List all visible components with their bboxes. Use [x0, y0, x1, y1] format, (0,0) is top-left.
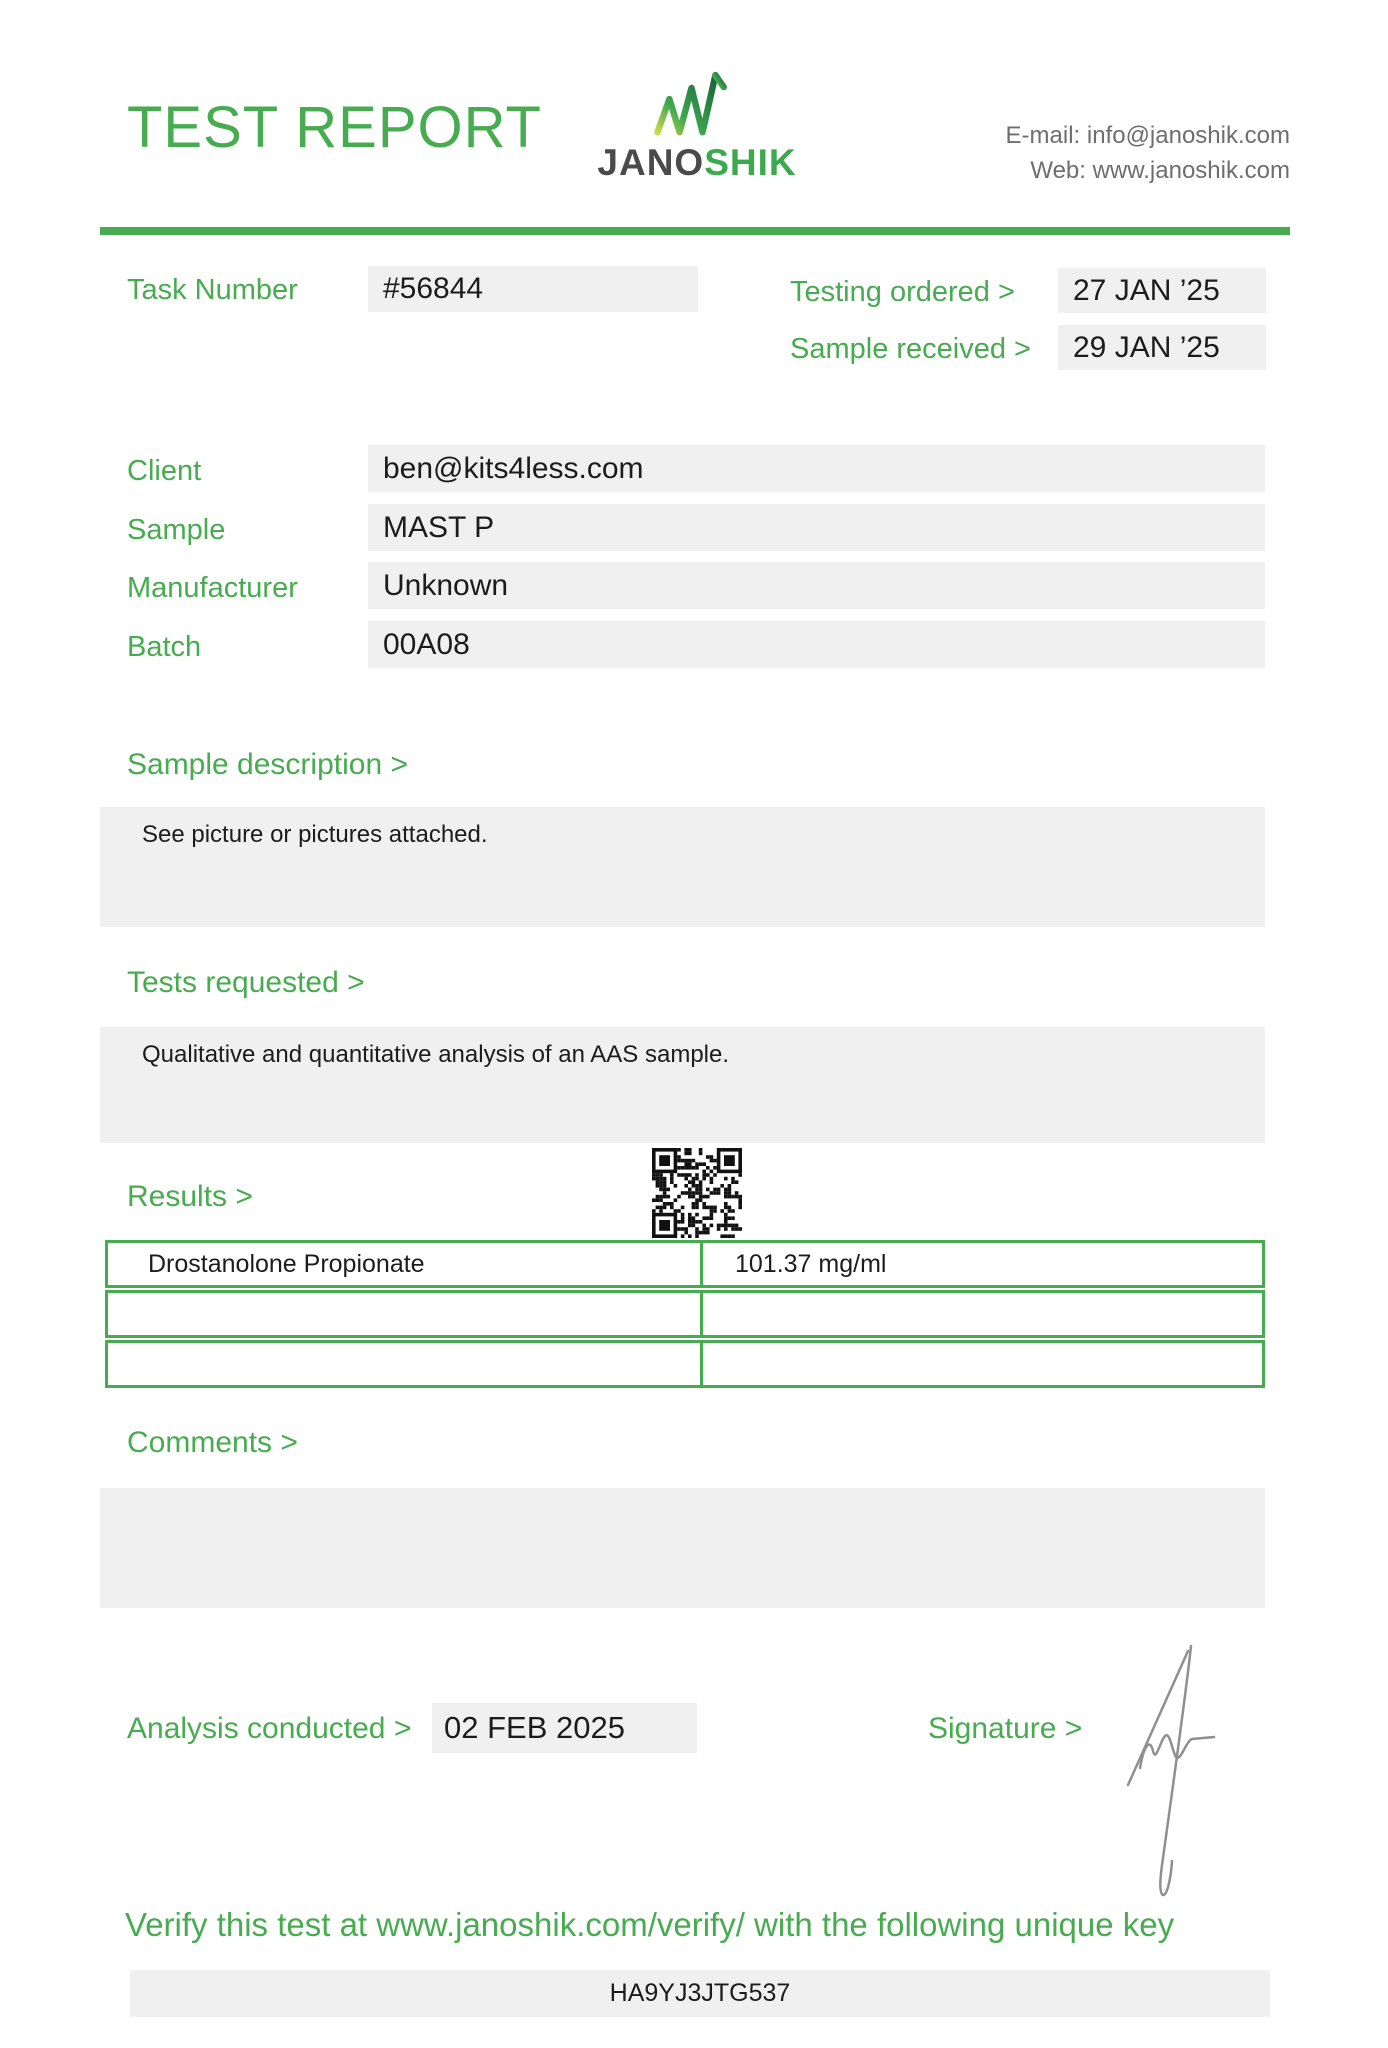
- result-amount: [703, 1293, 1262, 1335]
- client-value: ben@kits4less.com: [368, 445, 1265, 492]
- contact-web: Web: www.janoshik.com: [1030, 157, 1290, 184]
- logo-wordmark: [592, 142, 802, 184]
- analysis-conducted-label: Analysis conducted >: [127, 1712, 412, 1745]
- manufacturer-value: Unknown: [368, 562, 1265, 609]
- task-number-value: #56844: [368, 266, 698, 312]
- testing-ordered-label: Testing ordered >: [790, 276, 1015, 308]
- results-row: [105, 1290, 1265, 1338]
- tests-requested-heading: Tests requested >: [127, 966, 365, 999]
- verify-instruction: Verify this test at www.janoshik.com/verify/ with the following unique key: [125, 1906, 1175, 1943]
- signature-scribble: [1110, 1633, 1240, 1913]
- janoshik-logo: [592, 62, 802, 184]
- sample-description-text: See picture or pictures attached.: [142, 821, 488, 848]
- logo-text-shik: SHIK: [704, 142, 797, 183]
- result-substance: Drostanolone Propionate: [108, 1243, 703, 1285]
- results-heading: Results >: [127, 1180, 253, 1213]
- testing-ordered-value: 27 JAN ’25: [1058, 268, 1266, 313]
- analysis-date-value: 02 FEB 2025: [432, 1703, 697, 1753]
- comments-text: [100, 1488, 1265, 1502]
- manufacturer-label: Manufacturer: [127, 572, 298, 604]
- results-row: [105, 1340, 1265, 1388]
- results-table: [105, 1240, 1265, 1390]
- result-amount: [703, 1343, 1262, 1385]
- sample-description-box: [100, 807, 1265, 927]
- growth-chart-icon: [651, 62, 743, 138]
- contact-info: [1006, 118, 1290, 188]
- results-row: [105, 1240, 1265, 1288]
- result-amount: 101.37 mg/ml: [735, 1250, 887, 1278]
- result-substance: [108, 1343, 703, 1385]
- signature-label: Signature >: [928, 1712, 1083, 1745]
- logo-text-jano: JANO: [597, 142, 705, 183]
- client-label: Client: [127, 455, 202, 487]
- result-substance: [108, 1293, 703, 1335]
- comments-heading: Comments >: [127, 1426, 298, 1459]
- sample-value: MAST P: [368, 504, 1265, 551]
- sample-received-value: 29 JAN ’25: [1058, 325, 1266, 370]
- comments-box: [100, 1488, 1265, 1608]
- page-title: TEST REPORT: [127, 95, 542, 160]
- tests-requested-box: [100, 1027, 1265, 1143]
- sample-received-label: Sample received >: [790, 333, 1031, 365]
- batch-value: 00A08: [368, 621, 1265, 668]
- contact-email: E-mail: info@janoshik.com: [1005, 122, 1290, 149]
- header-divider: [100, 227, 1290, 235]
- task-number-label: Task Number: [127, 274, 298, 306]
- batch-label: Batch: [127, 631, 202, 663]
- tests-requested-text: Qualitative and quantitative analysis of an AAS sample.: [142, 1041, 730, 1068]
- verify-key: HA9YJ3JTG537: [130, 1970, 1270, 2017]
- qr-code: [652, 1148, 742, 1238]
- sample-label: Sample: [127, 514, 226, 546]
- sample-description-heading: Sample description >: [127, 748, 408, 781]
